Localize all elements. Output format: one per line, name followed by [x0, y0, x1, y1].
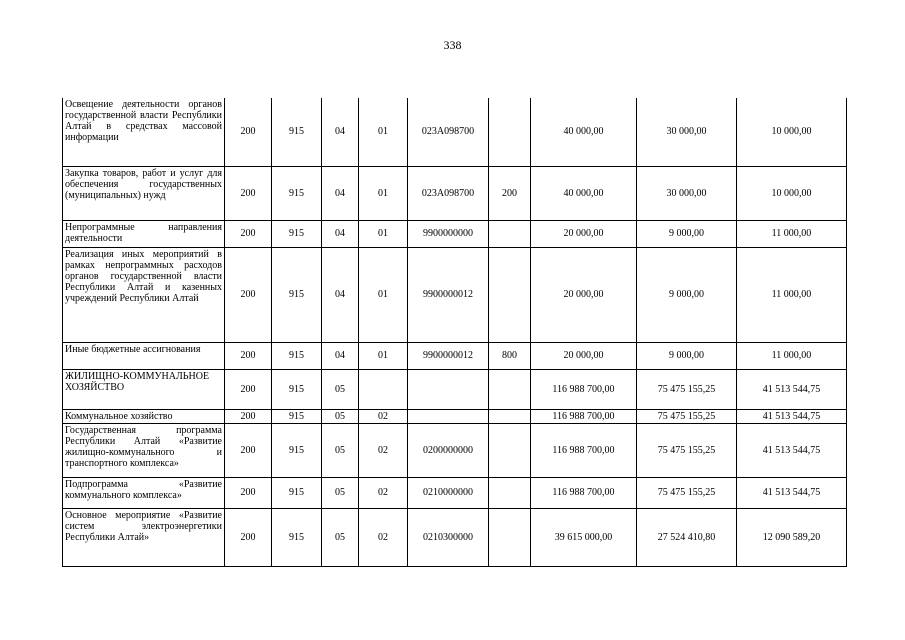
table-row: [63, 409, 847, 423]
federal-amount-cell: 75 475 155,25: [637, 369, 737, 409]
subsection-code-cell: [359, 369, 408, 409]
ministry-code-cell: 915: [272, 166, 322, 220]
section-code-cell: 200: [225, 423, 272, 477]
regional-amount-cell: 41 513 544,75: [737, 477, 847, 508]
federal-amount-cell: 9 000,00: [637, 342, 737, 369]
total-amount-cell: 20 000,00: [531, 247, 637, 342]
chapter-code-cell: 05: [322, 369, 359, 409]
target-article-cell: 9900000012: [408, 342, 489, 369]
total-amount-cell: 20 000,00: [531, 220, 637, 247]
section-code-cell: 200: [225, 166, 272, 220]
regional-amount-cell: 41 513 544,75: [737, 423, 847, 477]
section-code-cell: 200: [225, 220, 272, 247]
federal-amount-cell: 75 475 155,25: [637, 423, 737, 477]
target-article-cell: 0210000000: [408, 477, 489, 508]
expense-type-cell: [489, 247, 531, 342]
expense-type-cell: 800: [489, 342, 531, 369]
page-number: 338: [443, 38, 462, 52]
ministry-code-cell: 915: [272, 98, 322, 166]
federal-amount-cell: 75 475 155,25: [637, 409, 737, 423]
regional-amount-cell: 11 000,00: [737, 342, 847, 369]
table-body: [63, 98, 847, 566]
ministry-code-cell: 915: [272, 409, 322, 423]
section-code-cell: 200: [225, 342, 272, 369]
target-article-cell: [408, 409, 489, 423]
name-cell: Государственная программа Республики Алтай «Развитие жилищно-коммунального и транспортного комплекса»: [63, 423, 225, 477]
regional-amount-cell: 41 513 544,75: [737, 409, 847, 423]
table-row: [63, 508, 847, 566]
table-row: [63, 247, 847, 342]
total-amount-cell: 116 988 700,00: [531, 423, 637, 477]
ministry-code-cell: 915: [272, 342, 322, 369]
ministry-code-cell: 915: [272, 423, 322, 477]
name-cell: Закупка товаров, работ и услуг для обеспечения государственных (муниципальных) нужд: [63, 166, 225, 220]
federal-amount-cell: 30 000,00: [637, 166, 737, 220]
subsection-code-cell: 02: [359, 477, 408, 508]
target-article-cell: 023A098700: [408, 166, 489, 220]
ministry-code-cell: 915: [272, 247, 322, 342]
total-amount-cell: 116 988 700,00: [531, 477, 637, 508]
subsection-code-cell: 01: [359, 220, 408, 247]
expense-type-cell: [489, 423, 531, 477]
section-code-cell: 200: [225, 477, 272, 508]
expense-type-cell: [489, 98, 531, 166]
regional-amount-cell: 12 090 589,20: [737, 508, 847, 566]
regional-amount-cell: 10 000,00: [737, 98, 847, 166]
chapter-code-cell: 05: [322, 477, 359, 508]
name-cell: Освещение деятельности органов государственной власти Республики Алтай в средствах массовой информации: [63, 98, 225, 166]
federal-amount-cell: 9 000,00: [637, 220, 737, 247]
name-cell: Основное мероприятие «Развитие систем электроэнергетики Республики Алтай»: [63, 508, 225, 566]
target-article-cell: 0200000000: [408, 423, 489, 477]
subsection-code-cell: 01: [359, 166, 408, 220]
name-cell: Иные бюджетные ассигнования: [63, 342, 225, 369]
name-cell: Реализация иных мероприятий в рамках непрограммных расходов органов государственной власти Республики Алтай и казенных учреждений Республики Алтай: [63, 247, 225, 342]
expense-type-cell: [489, 477, 531, 508]
subsection-code-cell: 01: [359, 342, 408, 369]
ministry-code-cell: 915: [272, 508, 322, 566]
regional-amount-cell: 41 513 544,75: [737, 369, 847, 409]
target-article-cell: [408, 369, 489, 409]
federal-amount-cell: 30 000,00: [637, 98, 737, 166]
section-code-cell: 200: [225, 247, 272, 342]
budget-table: [62, 98, 847, 567]
subsection-code-cell: 01: [359, 98, 408, 166]
table-row: [63, 98, 847, 166]
table-row: [63, 166, 847, 220]
table-row: [63, 342, 847, 369]
subsection-code-cell: 02: [359, 423, 408, 477]
name-cell: Коммунальное хозяйство: [63, 409, 225, 423]
section-code-cell: 200: [225, 98, 272, 166]
chapter-code-cell: 04: [322, 247, 359, 342]
chapter-code-cell: 05: [322, 508, 359, 566]
ministry-code-cell: 915: [272, 369, 322, 409]
expense-type-cell: [489, 508, 531, 566]
target-article-cell: 9900000012: [408, 247, 489, 342]
subsection-code-cell: 02: [359, 508, 408, 566]
ministry-code-cell: 915: [272, 477, 322, 508]
total-amount-cell: 40 000,00: [531, 166, 637, 220]
table-row: [63, 423, 847, 477]
name-cell: Подпрограмма «Развитие коммунального комплекса»: [63, 477, 225, 508]
total-amount-cell: 116 988 700,00: [531, 369, 637, 409]
federal-amount-cell: 9 000,00: [637, 247, 737, 342]
chapter-code-cell: 04: [322, 98, 359, 166]
regional-amount-cell: 11 000,00: [737, 247, 847, 342]
chapter-code-cell: 04: [322, 220, 359, 247]
chapter-code-cell: 04: [322, 342, 359, 369]
expense-type-cell: 200: [489, 166, 531, 220]
target-article-cell: 023A098700: [408, 98, 489, 166]
total-amount-cell: 40 000,00: [531, 98, 637, 166]
table-row: [63, 477, 847, 508]
chapter-code-cell: 05: [322, 423, 359, 477]
total-amount-cell: 20 000,00: [531, 342, 637, 369]
chapter-code-cell: 04: [322, 166, 359, 220]
table-row: [63, 369, 847, 409]
federal-amount-cell: 27 524 410,80: [637, 508, 737, 566]
expense-type-cell: [489, 220, 531, 247]
subsection-code-cell: 01: [359, 247, 408, 342]
federal-amount-cell: 75 475 155,25: [637, 477, 737, 508]
section-code-cell: 200: [225, 409, 272, 423]
target-article-cell: 0210300000: [408, 508, 489, 566]
name-cell: ЖИЛИЩНО-КОММУНАЛЬНОЕ ХОЗЯЙСТВО: [63, 369, 225, 409]
ministry-code-cell: 915: [272, 220, 322, 247]
table-row: [63, 220, 847, 247]
total-amount-cell: 116 988 700,00: [531, 409, 637, 423]
expense-type-cell: [489, 409, 531, 423]
regional-amount-cell: 10 000,00: [737, 166, 847, 220]
total-amount-cell: 39 615 000,00: [531, 508, 637, 566]
subsection-code-cell: 02: [359, 409, 408, 423]
expense-type-cell: [489, 369, 531, 409]
regional-amount-cell: 11 000,00: [737, 220, 847, 247]
section-code-cell: 200: [225, 508, 272, 566]
chapter-code-cell: 05: [322, 409, 359, 423]
name-cell: Непрограммные направления деятельности: [63, 220, 225, 247]
section-code-cell: 200: [225, 369, 272, 409]
target-article-cell: 9900000000: [408, 220, 489, 247]
